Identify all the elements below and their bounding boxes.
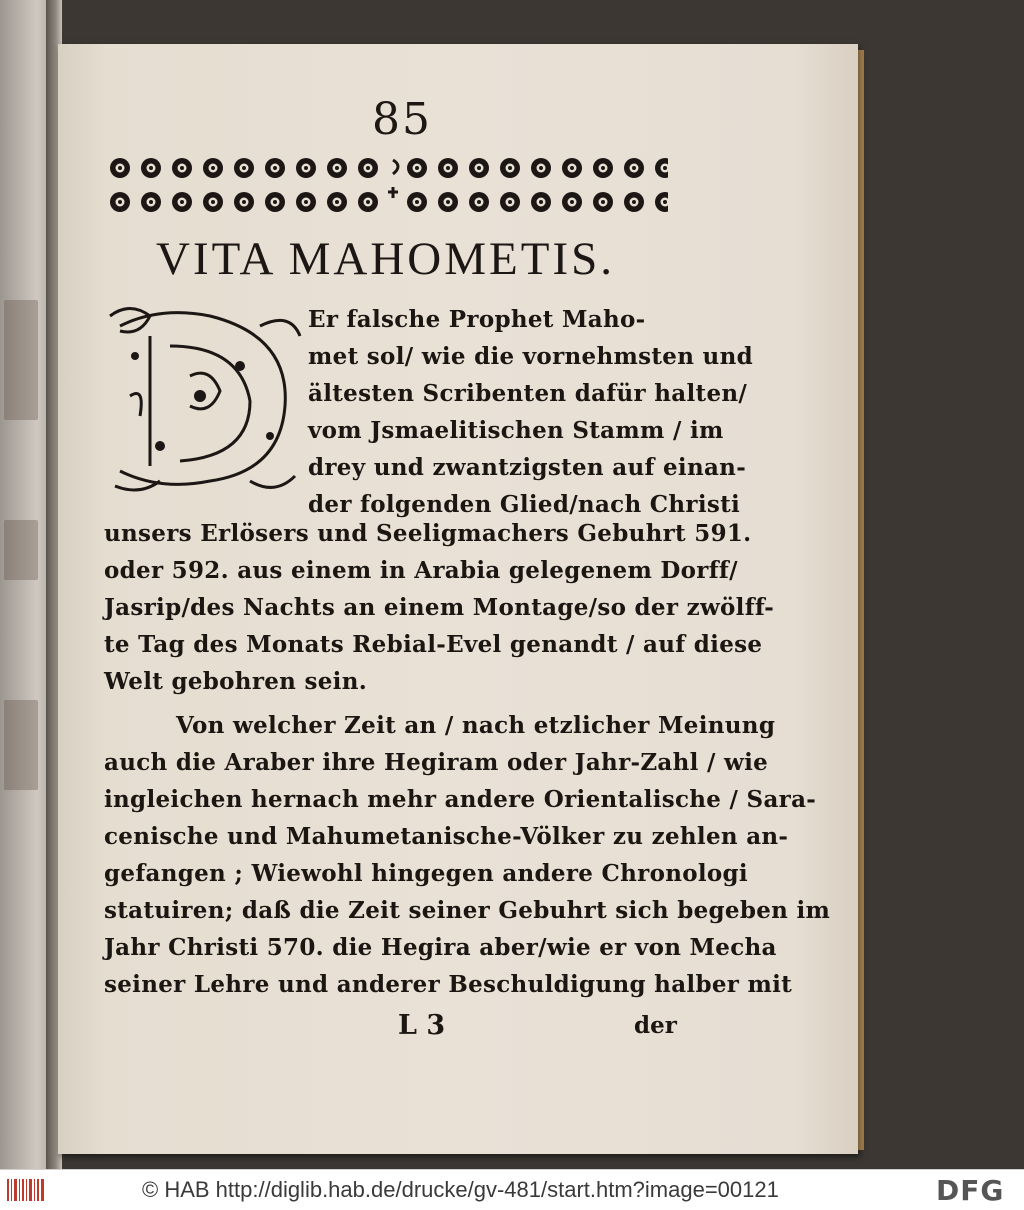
ornament-rosette [141, 192, 161, 212]
ornament-rosette [655, 158, 668, 178]
text-line: te Tag des Monats Rebial-Evel genandt / auf diese [104, 631, 763, 658]
text-line: der folgenden Glied/nach Christi [308, 491, 741, 518]
ornament-rosette [562, 192, 582, 212]
ornament-rosette [110, 192, 130, 212]
ornament-rosette [296, 158, 316, 178]
page-title: VITA MAHOMETIS. [156, 233, 616, 285]
barcode-icon [6, 1177, 46, 1203]
ornament-rosette [469, 158, 489, 178]
ornament-rosette [265, 192, 285, 212]
page-number: 85 [372, 94, 432, 145]
ornament-rosette [500, 192, 520, 212]
ornament-rosette [438, 158, 458, 178]
previous-page-edge [0, 0, 46, 1169]
page-stain [4, 300, 38, 420]
text-line: gefangen ; Wiewohl hingegen andere Chronologi [104, 860, 748, 887]
text-line: auch die Araber ihre Hegiram oder Jahr-Zahl / wie [104, 749, 769, 776]
ornament-center-glyph [388, 160, 398, 198]
text-line: ingleichen hernach mehr andere Orientalische / Sara- [104, 786, 817, 813]
text-line: statuiren; daß die Zeit seiner Gebuhrt sich begeben im [104, 897, 831, 924]
ornament-rosette [327, 158, 347, 178]
page-stain [4, 520, 38, 580]
ornament-rosette [265, 158, 285, 178]
ornament-rosette [358, 158, 378, 178]
catchword: der [634, 1012, 677, 1039]
ornament-rosette [624, 192, 644, 212]
text-line: unsers Erlösers und Seeligmachers Gebuhrt 591. [104, 520, 752, 547]
ornament-rosette [624, 158, 644, 178]
decorated-initial-d [100, 296, 305, 502]
ornament-rosette [438, 192, 458, 212]
text-line: Welt gebohren sein. [104, 668, 368, 695]
ornament-rosette [593, 192, 613, 212]
text-line: Er falsche Prophet Maho- [308, 306, 646, 333]
text-line: oder 592. aus einem in Arabia gelegenem Dorff/ [104, 557, 738, 584]
ornament-rosette [531, 158, 551, 178]
ornament-rosette [469, 192, 489, 212]
text-line: Jasrip/des Nachts an einem Montage/so der zwölff- [104, 594, 775, 621]
text-line: drey und zwantzigsten auf einan- [308, 454, 747, 481]
ornament-rosette [531, 192, 551, 212]
text-line: vom Jsmaelitischen Stamm / im [308, 417, 724, 444]
ornament-rosette [358, 192, 378, 212]
ornament-rosette [203, 192, 223, 212]
signature-mark: L 3 [398, 1010, 446, 1041]
ornament-rosette [562, 158, 582, 178]
ornament-rosette [593, 158, 613, 178]
text-line: seiner Lehre und anderer Beschuldigung halber mit [104, 971, 793, 998]
ornament-rosette [110, 158, 130, 178]
page-stain [4, 700, 38, 790]
ornament-rosette [234, 158, 254, 178]
floral-ornament-band [108, 152, 668, 222]
ornament-rosette [407, 192, 427, 212]
dfg-logo: DFG [936, 1174, 1005, 1207]
ornament-rosette [234, 192, 254, 212]
ornament-rosette [500, 158, 520, 178]
text-line: cenische und Mahumetanische-Völker zu zehlen an- [104, 823, 789, 850]
ornament-rosette [407, 158, 427, 178]
text-line: ältesten Scribenten dafür halten/ [308, 380, 748, 407]
ornament-rosette [172, 192, 192, 212]
text-line: Von welcher Zeit an / nach etzlicher Meinung [176, 712, 776, 739]
ornament-rosette [296, 192, 316, 212]
footer-bar [0, 1169, 1024, 1210]
text-line: met sol/ wie die vornehmsten und [308, 343, 753, 370]
ornament-rosette [141, 158, 161, 178]
ornament-rosette [172, 158, 192, 178]
ornament-rosette [655, 192, 668, 212]
text-line: Jahr Christi 570. die Hegira aber/wie er von Mecha [104, 934, 777, 961]
ornament-rosette [203, 158, 223, 178]
source-link[interactable]: © HAB http://diglib.hab.de/drucke/gv-481/start.htm?image=00121 [142, 1177, 779, 1202]
ornament-rosette [327, 192, 347, 212]
